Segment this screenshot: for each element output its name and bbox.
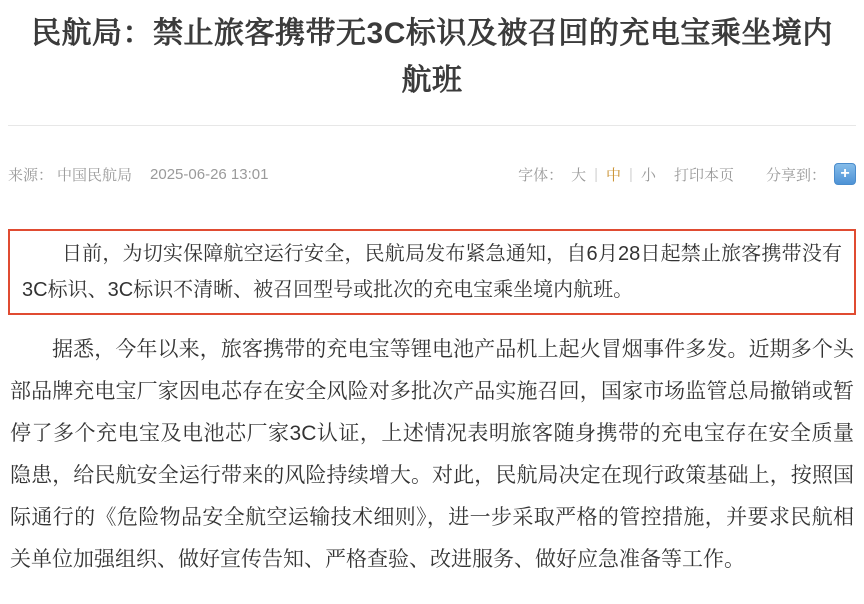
print-page-button[interactable]: 打印本页 (673, 166, 734, 184)
publish-datetime: 2025-06-26 13:01 (150, 165, 269, 183)
share-label: 分享到： (765, 166, 826, 184)
font-size-label: 字体： (518, 166, 564, 184)
article-body: 据悉，今年以来，旅客携带的充电宝等锂电池产品机上起火冒烟事件多发。近期多个头部品牌充电宝厂家因电芯存在安全风险对多批次产品实施召回，国家市场监管总局撤销或暂停了多个充电宝及电池芯厂家3C认证，上述情况表明旅客随身携带的充电宝存在安全质量隐患，给民航安全运行带来的风险持续增大。对此，民航局决定在现行政策基础上，按照国际通行的《危险物品安全航空运输技术细则》，进一步采取严格的管控措施，并要求民航相关单位加强组织、做好宣传告知、严格查验、改进服务、做好应急准备等工作。 (10, 338, 854, 571)
separator: | (629, 165, 633, 183)
font-size-medium-button[interactable]: 中 (606, 166, 622, 184)
plus-icon: + (840, 164, 850, 182)
separator: | (594, 165, 599, 183)
meta-row (8, 162, 856, 186)
source-value: 中国民航局 (57, 166, 133, 184)
article-meta (8, 164, 268, 185)
share-button[interactable] (834, 163, 856, 185)
highlight-notice-box (8, 229, 856, 315)
font-size-small-button[interactable]: 小 (640, 166, 656, 184)
page-title: 民航局：禁止旅客携带无3C标识及被召回的充电宝乘坐境内航班 (31, 17, 833, 97)
font-size-large-button[interactable]: 大 (571, 166, 587, 184)
source-label: 来源： (8, 166, 54, 184)
highlight-text: 日前，为切实保障航空运行安全，民航局发布紧急通知，自6月28日起禁止旅客携带没有3C标识、3C标识不清晰、被召回型号或批次的充电宝乘坐境内航班。 (22, 243, 842, 301)
article-toolbar (518, 163, 856, 185)
title-divider (8, 125, 856, 126)
